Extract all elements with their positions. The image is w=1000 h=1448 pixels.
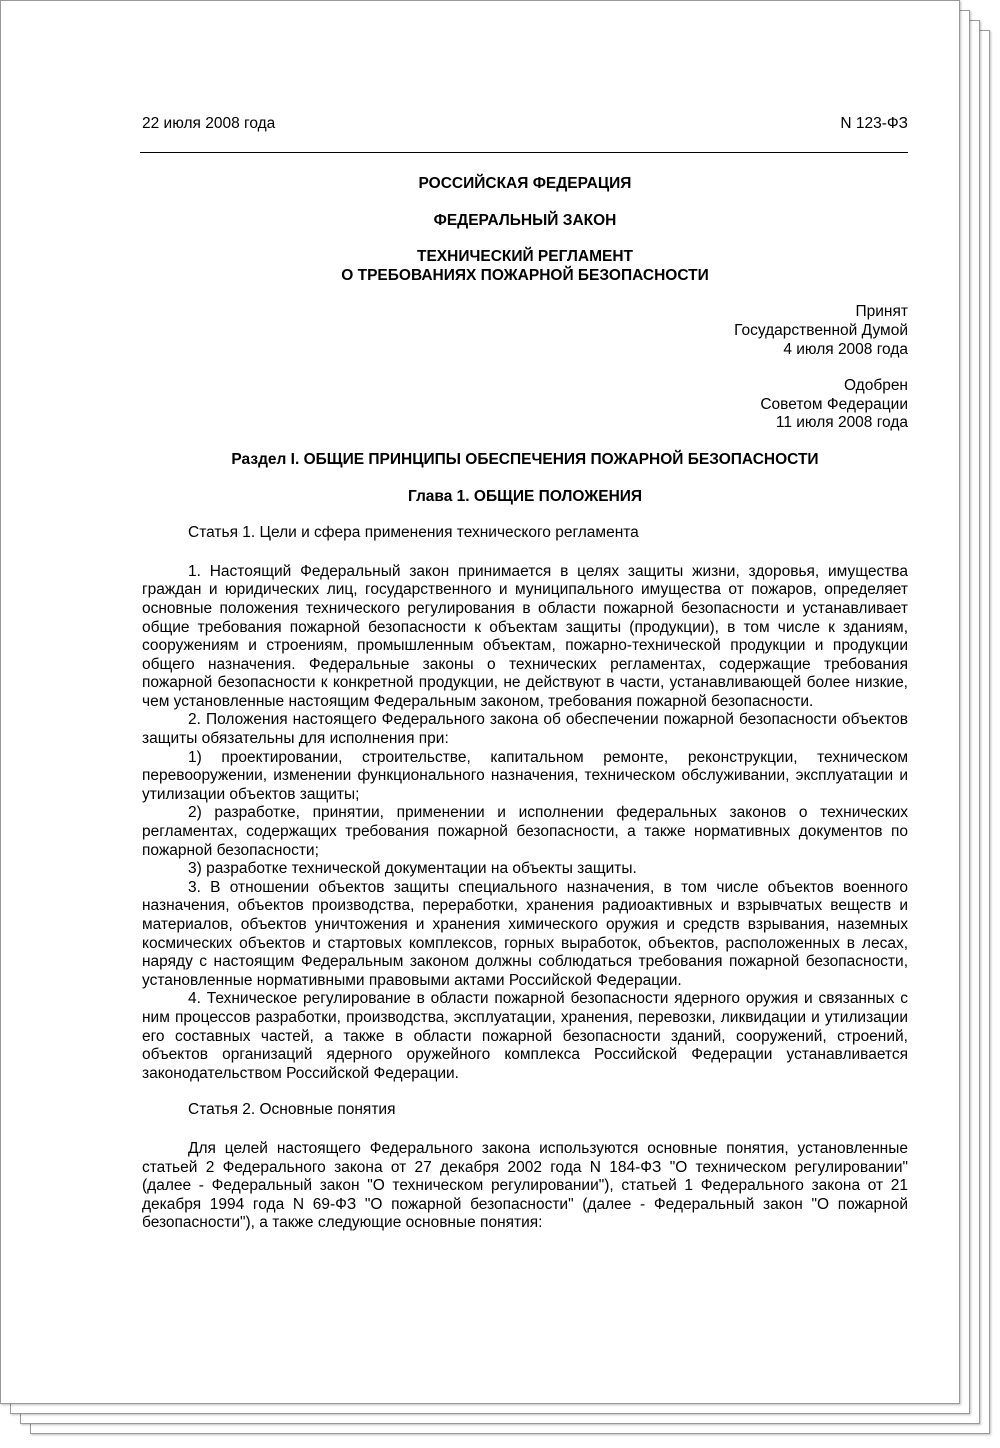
adoption-council — [142, 377, 908, 433]
article-1-paragraph: 4. Техническое регулирование в области пожарной безопасности ядерного оружия и связанных с ним процессов разработки, производства, эксплуатации, хранения, перевозки, ликвидации и утилизации его составных частей, а также в области пожарной безопасности зданий, сооружений, строений, объектов организаций ядерного оружейного комплекса Российской Федерации устанавливается законодательством Российской Федерации. — [142, 990, 908, 1082]
document-header — [142, 115, 908, 133]
adoption-council-line: Советом Федерации — [760, 395, 908, 413]
country-title: РОССИЙСКАЯ ФЕДЕРАЦИЯ — [418, 175, 632, 192]
article-2-heading: Статья 2. Основные понятия — [188, 1101, 396, 1119]
document-body — [142, 175, 908, 1233]
adoption-council-line: 11 июля 2008 года — [775, 414, 908, 432]
article-1-paragraph: 2) разработке, принятии, применении и исполнении федеральных законов о технических регламентах, содержащих требования пожарной безопасности, а также нормативных документов по пожарной безопасности; — [142, 804, 908, 859]
article-1-paragraph: 3) разработке технической документации на объекты защиты. — [188, 860, 637, 878]
section-title: Раздел I. ОБЩИЕ ПРИНЦИПЫ ОБЕСПЕЧЕНИЯ ПОЖАРНОЙ БЕЗОПАСНОСТИ — [231, 450, 819, 468]
article-1-heading: Статья 1. Цели и сфера применения технического регламента — [188, 524, 639, 542]
law-number: N 123-ФЗ — [840, 115, 908, 132]
regulation-title-line1: ТЕХНИЧЕСКИЙ РЕГЛАМЕНТ — [416, 248, 633, 266]
chapter-title: Глава 1. ОБЩИЕ ПОЛОЖЕНИЯ — [407, 487, 643, 505]
article-1-paragraph: 1) проектировании, строительстве, капитальном ремонте, реконструкции, техническом перевооружении, изменении функционального назначения, техническом обслуживании, эксплуатации и утилизации объектов защиты; — [142, 748, 908, 803]
adoption-council-line: Одобрен — [843, 377, 908, 395]
header-divider — [140, 152, 908, 153]
law-date: 22 июля 2008 года — [142, 115, 276, 132]
adoption-duma — [142, 303, 908, 359]
adoption-duma-line: Государственной Думой — [734, 321, 908, 339]
regulation-title-line2: О ТРЕБОВАНИЯХ ПОЖАРНОЙ БЕЗОПАСНОСТИ — [341, 266, 709, 284]
article-2-paragraph: Для целей настоящего Федерального закона используются основные понятия, установленные статьей 2 Федерального закона от 27 декабря 2002 года N 184-ФЗ "О техническом регулировании" (далее - Федеральный закон "О техническом регулировании"), статьей 1 Федерального закона от 21 декабря 1994 года N 69-ФЗ "О пожарной безопасности" (далее - Федеральный закон "О пожарной безопасности"), а также следующие основные понятия: — [142, 1139, 908, 1232]
article-1-paragraph: 3. В отношении объектов защиты специального назначения, в том числе объектов военного назначения, объектов производства, переработки, хранения радиоактивных и взрывчатых веществ и материалов, объектов уничтожения и хранения химического оружия и средств взрывания, наземных космических объектов и стартовых комплексов, горных выработок, объектов, расположенных в лесах, наряду с настоящим Федеральным законом должны соблюдаться требования пожарной безопасности, установленные нормативными правовыми актами Российской Федерации. — [142, 878, 908, 989]
adoption-duma-line: Принят — [855, 303, 908, 321]
article-1-paragraph: 1. Настоящий Федеральный закон принимается в целях защиты жизни, здоровья, имущества граждан и юридических лиц, государственного и муниципального имущества от пожаров, определяет основные положения технического регулирования в области пожарной безопасности и устанавливает общие требования пожарной безопасности к объектам защиты (продукции), в том числе к зданиям, сооружениям и строениям, промышленным объектам, пожарно-технической продукции и продукции общего назначения. Федеральные законы о технических регламентах, содержащие требования пожарной безопасности к конкретной продукции, не действуют в части, устанавливающей более низкие, чем установленные настоящим Федеральным законом, требования пожарной безопасности. — [142, 562, 908, 710]
article-1-paragraph: 2. Положения настоящего Федерального закона об обеспечении пожарной безопасности объектов защиты обязательны для исполнения при: — [142, 711, 908, 748]
law-type-title: ФЕДЕРАЛЬНЫЙ ЗАКОН — [433, 211, 617, 229]
adoption-duma-line: 4 июля 2008 года — [783, 340, 908, 358]
